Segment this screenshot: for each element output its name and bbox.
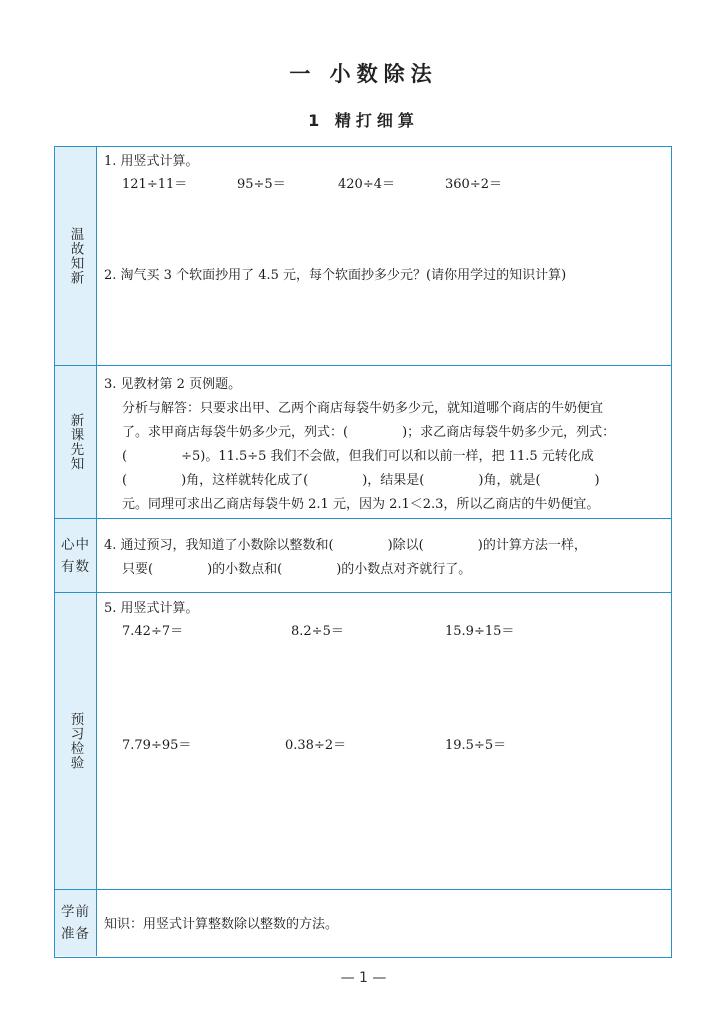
q1-item-3: 420÷4＝ xyxy=(338,177,395,192)
q5-item-6: 19.5÷5＝ xyxy=(445,738,507,753)
section-content-check xyxy=(96,593,671,889)
section-label-prep: 学前准备 xyxy=(55,890,97,956)
q5-item-3: 15.9÷15＝ xyxy=(445,624,515,639)
q1-item-1: 121÷11＝ xyxy=(122,177,188,192)
q5-item-5: 0.38÷2＝ xyxy=(285,738,347,753)
q5-item-2: 8.2÷5＝ xyxy=(291,624,344,639)
q4-line-2: 只要( )的小数点和( )的小数点对齐就行了。 xyxy=(122,562,472,577)
section-content-summary xyxy=(96,519,671,592)
section-content-review xyxy=(96,147,671,365)
q5-item-1: 7.42÷7＝ xyxy=(122,624,184,639)
chapter-title: 一 小数除法 xyxy=(289,62,438,86)
prep-knowledge: 知识：用竖式计算整数除以整数的方法。 xyxy=(104,917,339,932)
q3-line-2: 了。求甲商店每袋牛奶多少元，列式：( )；求乙商店每袋牛奶多少元，列式： xyxy=(122,425,616,440)
section-prep xyxy=(55,889,671,956)
q4-line-1: 4. 通过预习，我知道了小数除以整数和( )除以( )的计算方法一样， xyxy=(104,538,587,553)
lesson-title: 1 精打细算 xyxy=(308,111,419,130)
q3-line-4: ( )角，这样就转化成了( )，结果是( )角，就是( ) xyxy=(122,473,600,488)
question-5-title: 5. 用竖式计算。 xyxy=(104,601,199,616)
section-label-review: 温故知新 xyxy=(55,147,97,365)
section-label-preview: 新课先知 xyxy=(55,366,97,518)
q3-line-5: 元。同理可求出乙商店每袋牛奶 2.1 元，因为 2.1＜2.3，所以乙商店的牛奶便宜。 xyxy=(122,497,600,512)
section-summary xyxy=(55,518,671,592)
q3-line-1: 分析与解答：只要求出甲、乙两个商店每袋牛奶多少元，就知道哪个商店的牛奶便宜 xyxy=(122,401,604,416)
section-content-preview xyxy=(96,366,671,518)
worksheet-table xyxy=(54,146,672,958)
q1-item-2: 95÷5＝ xyxy=(237,177,286,192)
question-2-title: 2. 淘气买 3 个软面抄用了 4.5 元，每个软面抄多少元？(请你用学过的知识计算) xyxy=(104,268,567,283)
question-3-title: 3. 见教材第 2 页例题。 xyxy=(104,377,242,392)
q3-line-3: ( ÷5)。11.5÷5 我们不会做，但我们可以和以前一样，把 11.5 元转化成 xyxy=(122,449,594,464)
q1-item-4: 360÷2＝ xyxy=(445,177,502,192)
section-review xyxy=(55,147,671,365)
section-check xyxy=(55,592,671,889)
page-number: — 1 — xyxy=(340,970,387,986)
q5-item-4: 7.79÷95＝ xyxy=(122,738,192,753)
question-1-title: 1. 用竖式计算。 xyxy=(104,154,199,169)
section-preview xyxy=(55,365,671,518)
section-label-check: 预习检验 xyxy=(55,593,97,889)
section-label-summary: 心中有数 xyxy=(55,519,97,592)
section-content-prep xyxy=(96,890,671,956)
